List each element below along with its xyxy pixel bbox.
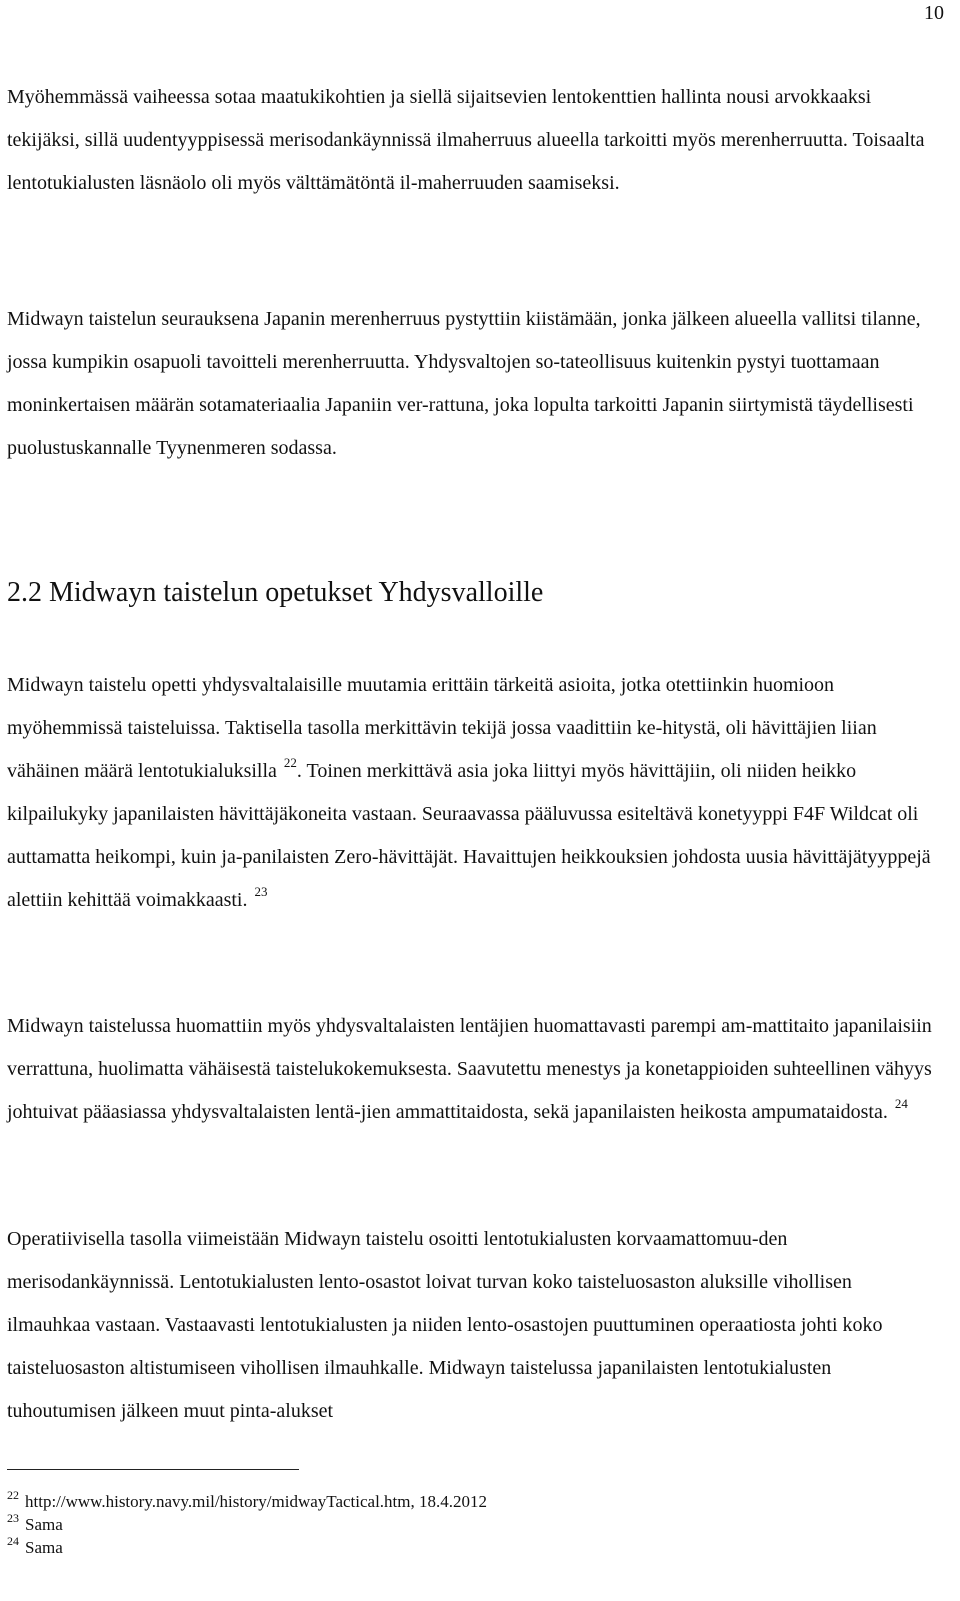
footnote-text: Sama: [25, 1538, 63, 1557]
paragraph-5: Operatiivisella tasolla viimeistään Midwayn taistelu osoitti lentotukialusten korvaamattomuu-den merisodankäynnissä. Lentotukialusten lento-osastot loivat turvan koko taisteluosaston aluksille vihollisen ilmauhkaa vastaan. Vastaavasti lentotukialusten ja niiden lento-osastojen puuttuminen operaatiosta johti koko taisteluosaston altistumiseen vihollisen ilmauhkalle. Midwayn taistelussa japanilaisten lentotukialusten tuhoutumisen jälkeen muut pinta-alukset: [7, 1228, 883, 1422]
paragraph-3-text-a: Midwayn taistelu opetti yhdysvaltalaisille muutamia erittäin tärkeitä asioita, jotka otettiinkin huomioon myöhemmissä taisteluissa. Taktisella tasolla merkittävin tekijä jossa vaadittiin ke-hitystä, oli hävittäjien liian vähäinen määrä lentotukialuksilla: [7, 674, 877, 782]
footnote-text: http://www.history.navy.mil/history/midwayTactical.htm, 18.4.2012: [25, 1492, 488, 1511]
footnote-separator: [7, 1469, 299, 1470]
paragraph-4: [7, 1005, 937, 1134]
footnote-ref-24: 24: [894, 1096, 908, 1111]
footnote-22: [7, 1490, 907, 1513]
paragraph-2: Midwayn taistelun seurauksena Japanin merenherruus pystyttiin kiistämään, jonka jälkeen alueella vallitsi tilanne, jossa kumpikin osapuoli tavoitteli merenherruutta. Yhdysvaltojen so-tateollisuus kuitenkin pystyi tuottamaan moninkertaisen määrän sotamateriaalia Japaniin ver-rattuna, joka lopulta tarkoitti Japanin siirtymistä täydellisesti puolustuskannalle Tyynenmeren sodassa.: [7, 308, 921, 459]
footnote-number: 22: [7, 1488, 19, 1502]
footnote-24: [7, 1536, 907, 1559]
paragraph-1: Myöhemmässä vaiheessa sotaa maatukikohtien ja siellä sijaitsevien lentokenttien hallinta nousi arvokkaaksi tekijäksi, sillä uudentyyppisessä merisodankäynnissä ilmaherruus alueella tarkoitti myös merenherruutta. Toisaalta lentotukialusten läsnäolo oli myös välttämätöntä il-maherruuden saamiseksi.: [7, 86, 925, 194]
footnote-number: 24: [7, 1534, 19, 1548]
footnote-23: [7, 1513, 907, 1536]
page-number: 10: [924, 2, 944, 24]
footnotes: [7, 1490, 907, 1559]
footnote-text: Sama: [25, 1515, 63, 1534]
paragraph-3-text-b: . Toinen merkittävä asia joka liittyi myös hävittäjiin, oli niiden heikko kilpailukyky japanilaisten hävittäjäkoneita vastaan. Seuraavassa pääluvussa esiteltävä konetyyppi F4F Wildcat oli auttamatta heikompi, kuin ja-panilaisten Zero-hävittäjät. Havaittujen heikkouksien johdosta uusia hävittäjätyyppejä alettiin kehittää voimakkaasti.: [7, 760, 931, 911]
footnote-ref-22: 22: [283, 755, 297, 770]
document-body: [7, 76, 937, 1422]
footnote-number: 23: [7, 1511, 19, 1525]
paragraph-4-text: Midwayn taistelussa huomattiin myös yhdysvaltalaisten lentäjien huomattavasti parempi am-mattitaito japanilaisiin verrattuna, huolimatta vähäisestä taistelukokemuksesta. Saavutettu menestys ja konetappioiden suhteellinen vähyys johtuivat pääasiassa yhdysvaltalaisten lentä-jien ammattitaidosta, sekä japanilaisten heikosta ampumataidosta.: [7, 1015, 932, 1123]
paragraph-3: [7, 664, 937, 922]
footnote-ref-23: 23: [254, 884, 268, 899]
section-heading: 2.2 Midwayn taistelun opetukset Yhdysvalloille: [7, 577, 544, 608]
